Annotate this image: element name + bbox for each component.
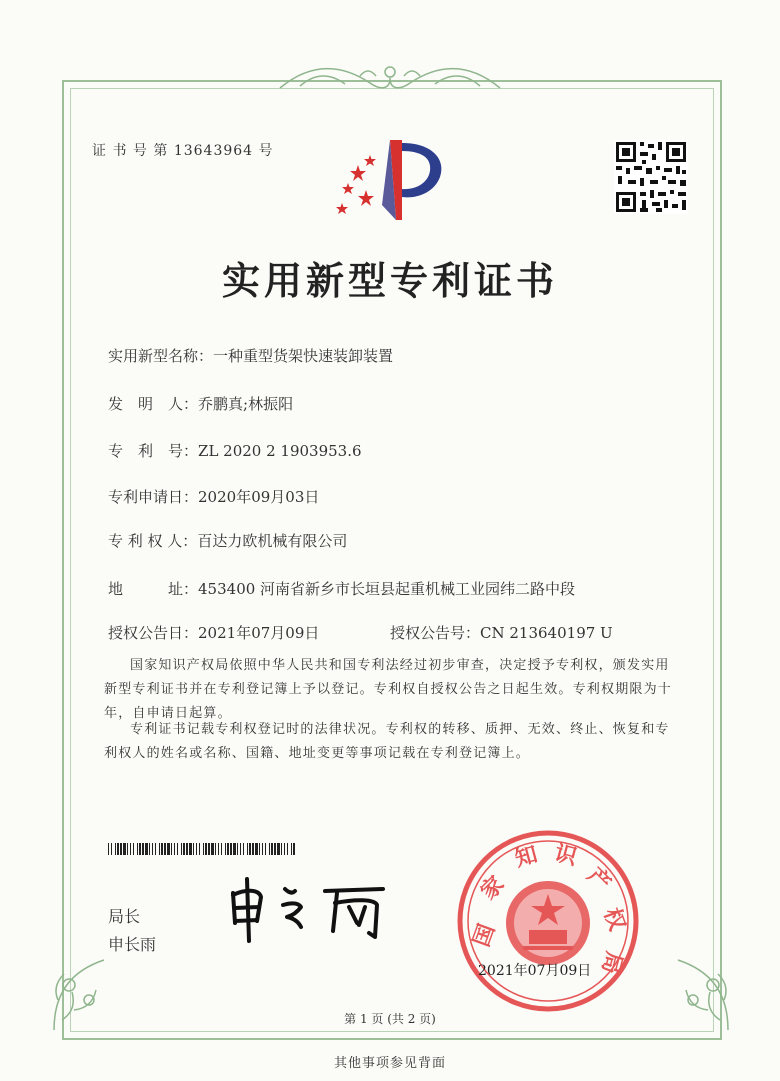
director-name: 申长雨 [108, 935, 157, 954]
grant-number-label: 授权公告号： [390, 624, 481, 642]
certificate-title: 实用新型专利证书 [221, 259, 558, 303]
svg-text:权: 权 [598, 904, 630, 935]
patent-number-row [108, 440, 362, 461]
director-title: 局长 [108, 907, 141, 926]
svg-text:识: 识 [551, 840, 580, 871]
svg-text:家: 家 [476, 871, 510, 905]
address-label: 地 址： [108, 580, 199, 598]
certificate-number-suffix: 号 [258, 143, 274, 159]
patentee-label: 专 利 权 人： [108, 532, 198, 550]
qr-code-icon [614, 140, 688, 214]
grant-statement-paragraph: 国家知识产权局依照中华人民共和国专利法经过初步审查，决定授予专利权，颁发实用新型专利证书并在专利登记簿上予以登记。专利权自授权公告之日起生效。专利权期限为十年，自申请日起算。 [104, 658, 673, 721]
barcode-icon [108, 843, 298, 855]
certificate-number-label: 证 书 号 第 [92, 143, 169, 159]
svg-text:产: 产 [582, 863, 616, 897]
patent-number-label: 专 利 号： [108, 442, 199, 460]
cnipa-logo-icon [328, 135, 448, 225]
top-ornament-icon [270, 58, 510, 98]
grant-date-value: 2021年07月09日 [198, 624, 320, 642]
svg-text:知: 知 [512, 842, 541, 873]
utility-model-name-row [108, 345, 393, 366]
certificate-number-value: 13643964 [173, 143, 254, 159]
patentee-row [108, 530, 347, 551]
grant-date-row [108, 622, 319, 643]
grant-date-label: 授权公告日： [108, 624, 199, 642]
page-number: 第 1 页 (共 2 页) [344, 1012, 436, 1026]
filing-date-row [108, 486, 319, 507]
official-seal-icon [455, 828, 641, 1014]
seal-date: 2021年07月09日 [478, 963, 592, 979]
filing-date-value: 2020年09月03日 [198, 488, 320, 506]
inventor-row [108, 393, 293, 414]
utility-model-name-value: 一种重型货架快速装卸装置 [213, 347, 394, 365]
inventor-label: 发 明 人： [108, 395, 199, 413]
grant-number-row [390, 622, 613, 643]
filing-date-label: 专利申请日： [108, 488, 199, 506]
grant-number-value: CN 213640197 U [480, 624, 613, 642]
director-signature [225, 875, 395, 945]
utility-model-name-label: 实用新型名称： [108, 347, 214, 365]
certificate-number [92, 140, 274, 160]
svg-text:国: 国 [469, 920, 501, 951]
footer-note: 其他事项参见背面 [333, 1056, 446, 1071]
inventor-value: 乔鹏真;林振阳 [198, 395, 294, 413]
patent-number-value: ZL 2020 2 1903953.6 [198, 442, 362, 460]
patentee-value: 百达力欧机械有限公司 [197, 532, 348, 550]
legal-status-paragraph: 专利证书记载专利权登记时的法律状况。专利权的转移、质押、无效、终止、恢复和专利权人的姓名或名称、国籍、地址变更等事项记载在专利登记簿上。 [104, 722, 670, 761]
address-value: 453400 河南省新乡市长垣县起重机械工业园纬二路中段 [198, 580, 576, 598]
address-row [108, 578, 575, 599]
svg-text:局: 局 [596, 948, 627, 977]
